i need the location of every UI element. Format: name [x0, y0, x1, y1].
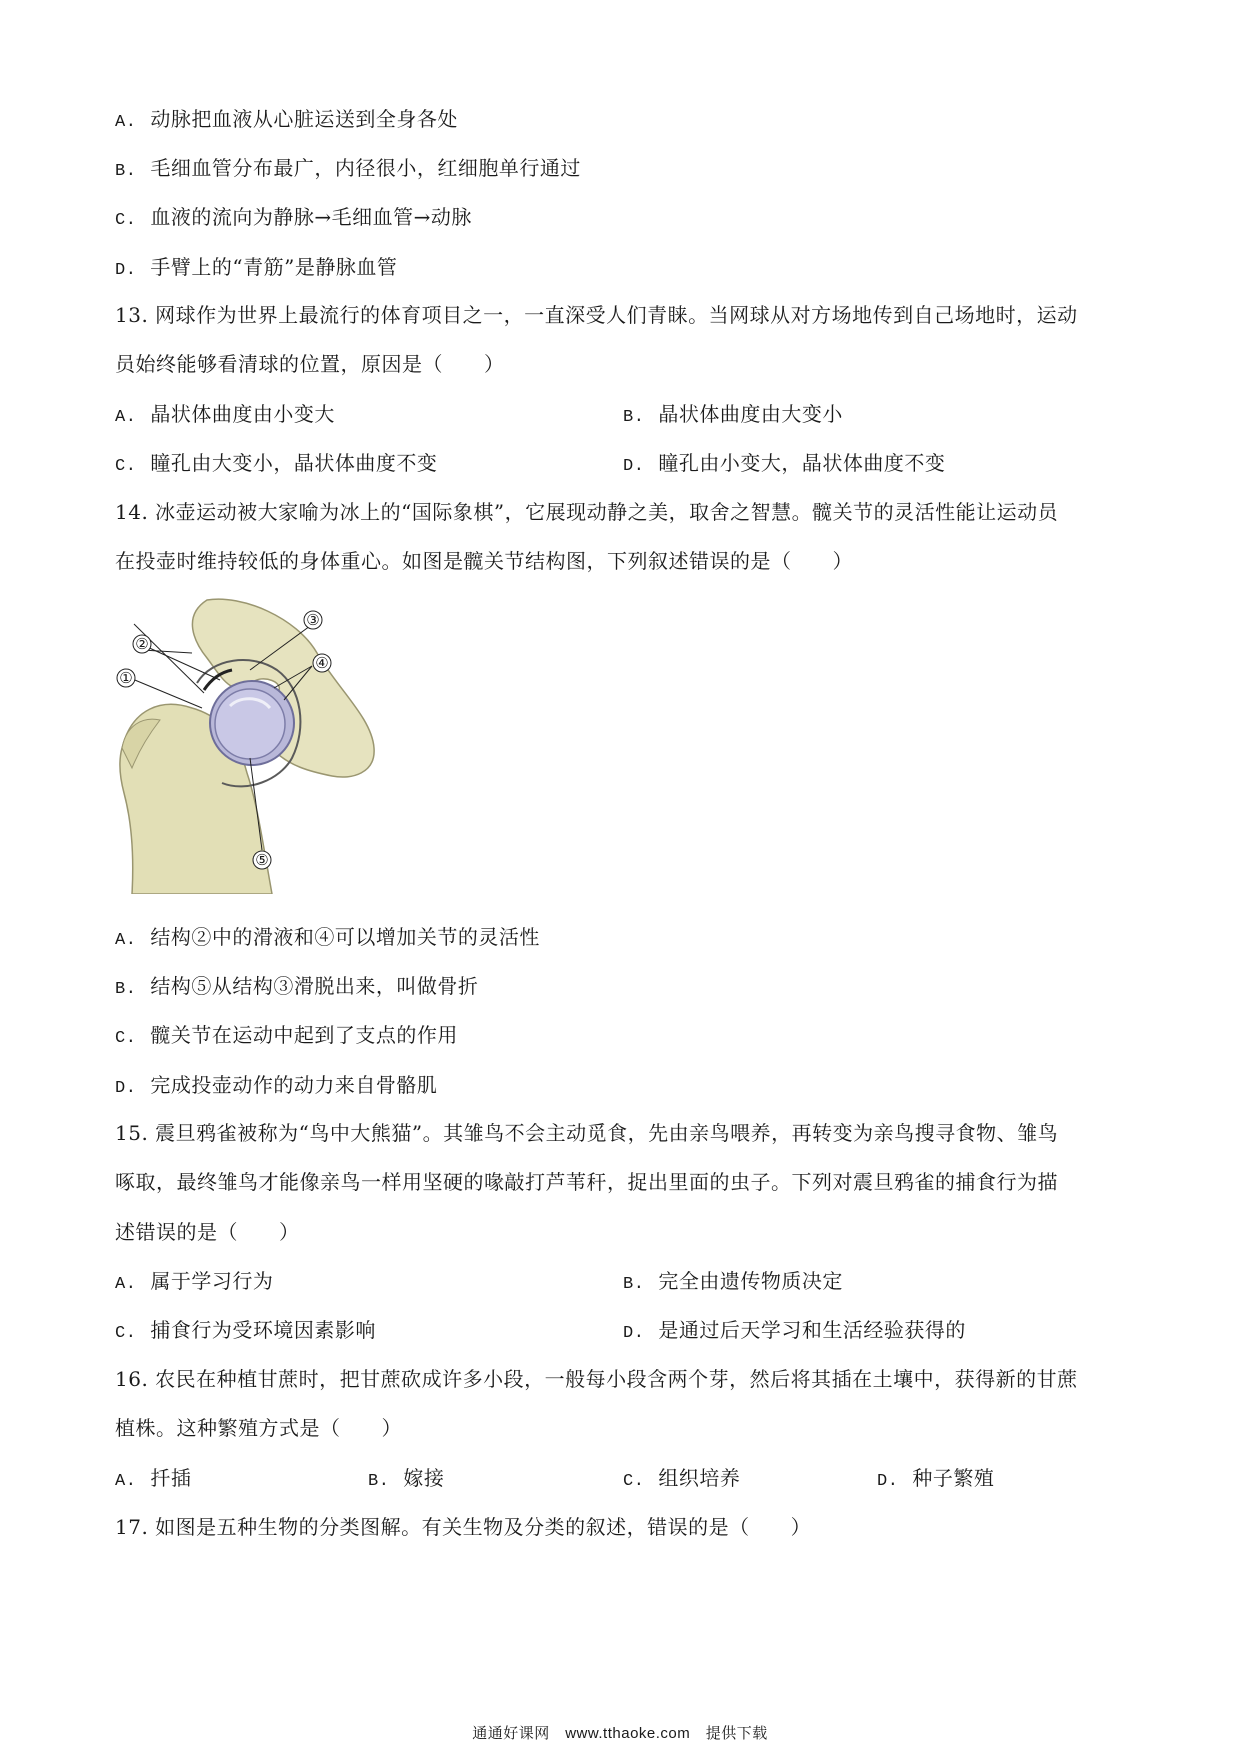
q16-option-d [877, 1465, 994, 1495]
label-3: ③ [306, 611, 320, 629]
q15-stem-line1: 15. 震旦鸦雀被称为“鸟中大熊猫”。其雏鸟不会主动觅食，先由亲鸟喂养，再转变为亲鸟搜寻食物、雏鸟 [115, 1121, 1059, 1145]
option-letter: D. [115, 261, 137, 280]
option-letter: D. [623, 457, 645, 476]
q13-option-d [623, 450, 945, 480]
option-text: 晶状体曲度由大变小 [658, 402, 843, 426]
option-text: 结构⑤从结构③滑脱出来，叫做骨折 [150, 974, 479, 998]
label-2: ② [135, 635, 149, 653]
q13-stem-line1: 13. 网球作为世界上最流行的体育项目之一，一直深受人们青睐。当网球从对方场地传到自己场地时，运动 [115, 303, 1078, 327]
option-text: 髋关节在运动中起到了支点的作用 [150, 1023, 458, 1047]
option-text: 完成投壶动作的动力来自骨骼肌 [150, 1073, 438, 1097]
option-letter: A. [115, 1275, 137, 1294]
option-letter: A. [115, 931, 137, 950]
option-letter: A. [115, 113, 137, 132]
q14-option-c [115, 1022, 458, 1052]
q14-option-a [115, 924, 540, 954]
option-letter: D. [623, 1324, 645, 1343]
option-text: 结构②中的滑液和④可以增加关节的灵活性 [150, 925, 540, 949]
option-letter: C. [623, 1472, 645, 1491]
option-text: 扦插 [150, 1466, 192, 1490]
q12-option-d [115, 254, 397, 284]
q14-option-d [115, 1072, 437, 1102]
q17-stem-line1: 17. 如图是五种生物的分类图解。有关生物及分类的叙述，错误的是（ ） [115, 1515, 812, 1539]
q16-option-b [368, 1465, 444, 1495]
option-text: 种子繁殖 [912, 1466, 995, 1490]
option-letter: B. [368, 1472, 390, 1491]
option-letter: A. [115, 408, 137, 427]
option-letter: B. [115, 980, 137, 999]
option-text: 嫁接 [403, 1466, 445, 1490]
option-letter: C. [115, 211, 137, 230]
label-5: ⑤ [255, 851, 269, 869]
option-letter: B. [623, 408, 645, 427]
option-letter: D. [115, 1079, 137, 1098]
option-text: 瞳孔由大变小，晶状体曲度不变 [150, 451, 438, 475]
q15-option-b [623, 1268, 843, 1298]
option-text: 瞳孔由小变大，晶状体曲度不变 [658, 451, 946, 475]
q15-option-c [115, 1317, 376, 1347]
option-letter: C. [115, 1324, 137, 1343]
option-letter: D. [877, 1472, 899, 1491]
option-letter: B. [623, 1275, 645, 1294]
option-text: 动脉把血液从心脏运送到全身各处 [150, 107, 458, 131]
q13-option-a [115, 401, 335, 431]
option-text: 是通过后天学习和生活经验获得的 [658, 1318, 966, 1342]
option-text: 组织培养 [658, 1466, 741, 1490]
option-text: 手臂上的“青筋”是静脉血管 [150, 255, 398, 279]
q12-option-b [115, 155, 581, 185]
option-letter: B. [115, 162, 137, 181]
q15-option-d [623, 1317, 966, 1347]
q12-option-c [115, 204, 472, 234]
q16-stem-line1: 16. 农民在种植甘蔗时，把甘蔗砍成许多小段，一般每小段含两个芽，然后将其插在土壤中，获得新的甘蔗 [115, 1367, 1078, 1391]
option-letter: A. [115, 1472, 137, 1491]
label-4: ④ [315, 654, 329, 672]
option-text: 完全由遗传物质决定 [658, 1269, 843, 1293]
q14-stem-line2: 在投壶时维持较低的身体重心。如图是髋关节结构图，下列叙述错误的是（ ） [115, 549, 853, 573]
q13-option-c [115, 450, 437, 480]
option-text: 捕食行为受环境因素影响 [150, 1318, 376, 1342]
q15-stem-line3: 述错误的是（ ） [115, 1220, 300, 1244]
q16-option-c [623, 1465, 740, 1495]
option-letter: C. [115, 1029, 137, 1048]
q13-stem-line2: 员始终能够看清球的位置，原因是（ ） [115, 352, 505, 376]
q12-option-a [115, 106, 458, 136]
q15-option-a [115, 1268, 273, 1298]
q16-option-a [115, 1465, 191, 1495]
option-letter: C. [115, 457, 137, 476]
option-text: 晶状体曲度由小变大 [150, 402, 335, 426]
option-text: 血液的流向为静脉→毛细血管→动脉 [150, 205, 472, 229]
label-1: ① [119, 669, 133, 687]
q15-stem-line2: 啄取，最终雏鸟才能像亲鸟一样用坚硬的喙敲打芦苇秆，捉出里面的虫子。下列对震旦鸦雀的捕食行为描 [115, 1170, 1058, 1194]
option-text: 毛细血管分布最广，内径很小，红细胞单行通过 [150, 156, 581, 180]
q14-option-b [115, 973, 478, 1003]
option-text: 属于学习行为 [150, 1269, 274, 1293]
q16-stem-line2: 植株。这种繁殖方式是（ ） [115, 1416, 402, 1440]
hip-joint-diagram [112, 598, 388, 894]
q14-stem-line1: 14. 冰壶运动被大家喻为冰上的“国际象棋”，它展现动静之美，取舍之智慧。髋关节的灵活性能让运动员 [115, 500, 1059, 524]
page-footer: 通通好课网 www.tthaoke.com 提供下载 [472, 1725, 768, 1742]
hip-joint-figure [112, 598, 388, 894]
q13-option-b [623, 401, 843, 431]
